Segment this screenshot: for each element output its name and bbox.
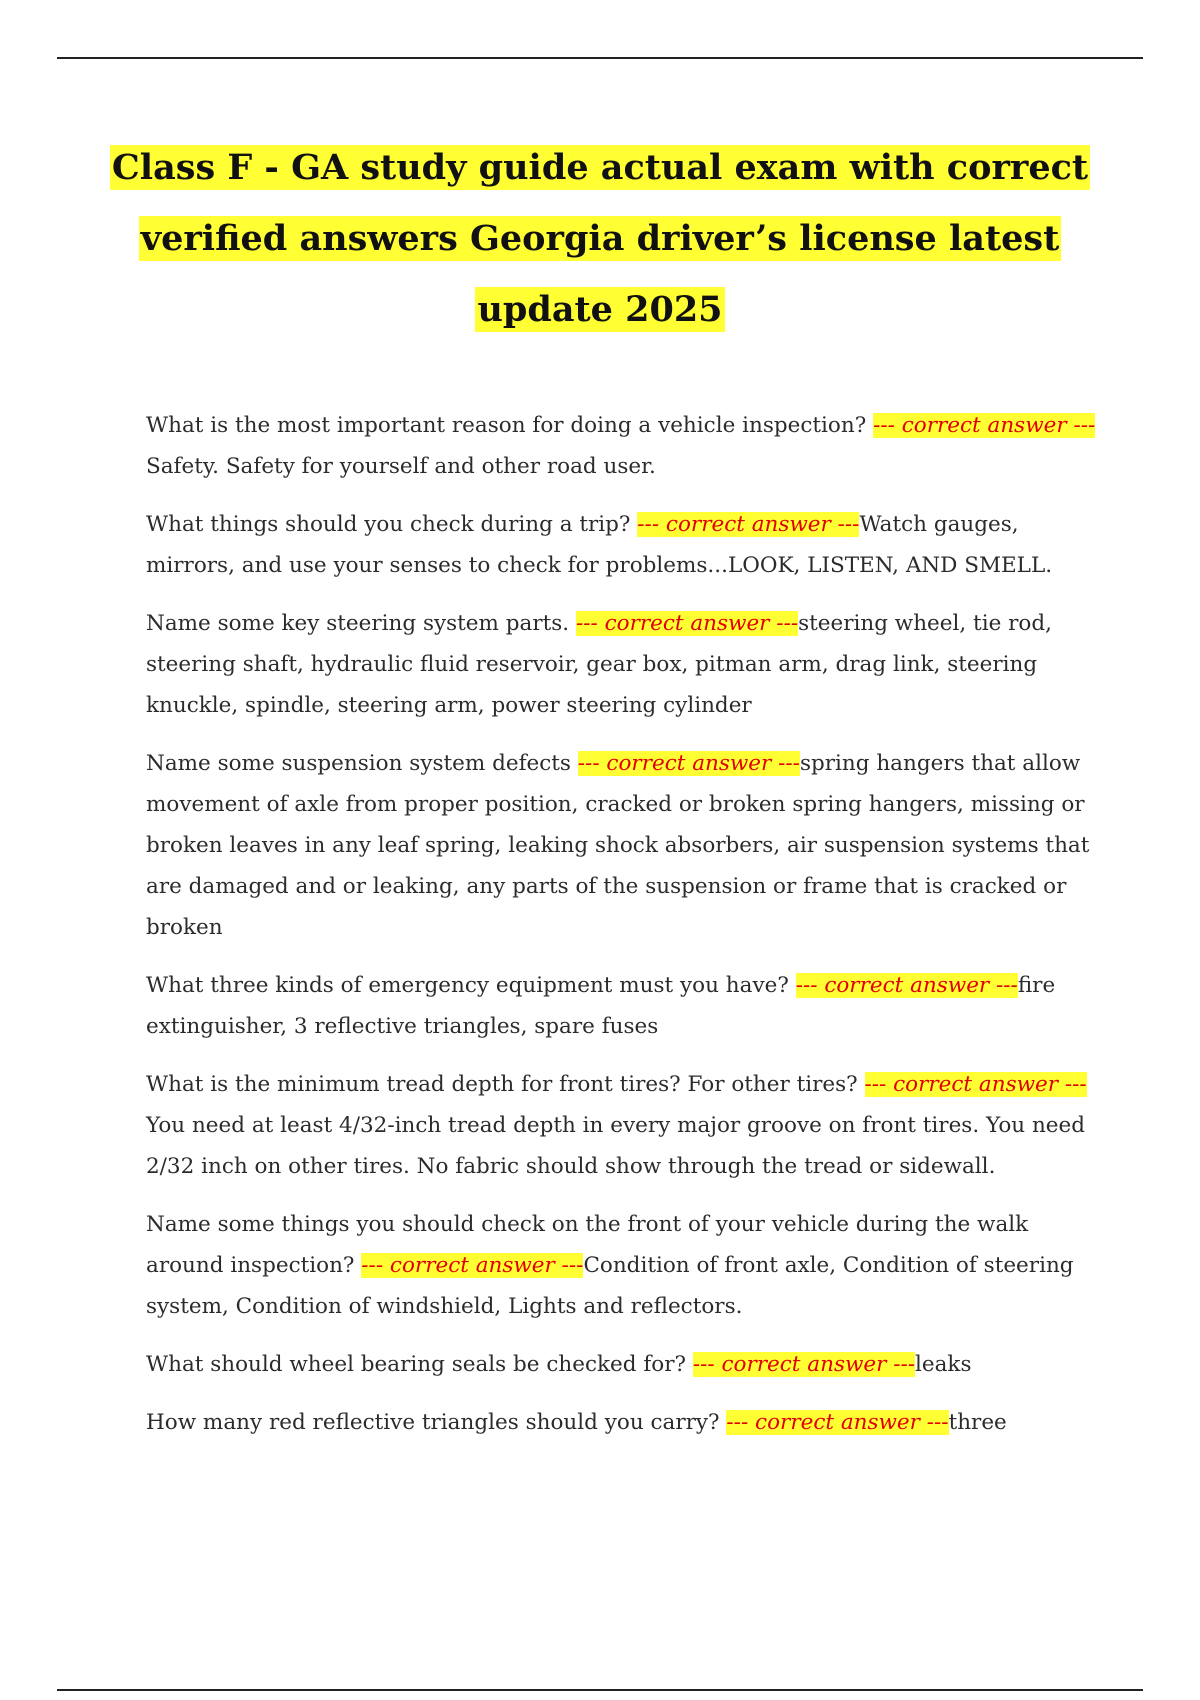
answer-marker: --- correct answer --- — [795, 973, 1018, 998]
answer-marker: --- correct answer --- — [726, 1410, 949, 1435]
answer-marker: --- correct answer --- — [692, 1352, 916, 1377]
answer-text: leaks — [915, 1352, 972, 1377]
question-text: Name some key steering system parts. — [146, 611, 576, 636]
answer-marker: --- correct answer --- — [575, 611, 799, 636]
answer-text: fire extinguisher, 3 reflective triangles, spare fuses — [146, 973, 1056, 1039]
answer-marker: --- correct answer --- — [577, 751, 800, 776]
qa-item — [146, 405, 1096, 487]
answer-text: Safety. Safety for yourself and other road user. — [146, 454, 656, 479]
answer-text: Watch gauges, mirrors, and use your senses to check for problems...LOOK, LISTEN, AND SMELL. — [146, 512, 1053, 578]
qa-item — [146, 1064, 1096, 1187]
qa-item — [146, 1204, 1096, 1327]
qa-item — [146, 1402, 1096, 1443]
answer-marker: --- correct answer --- — [361, 1253, 584, 1278]
question-text: What should wheel bearing seals be checked for? — [146, 1352, 693, 1377]
answer-marker: --- correct answer --- — [873, 413, 1096, 438]
answer-text: spring hangers that allow movement of axle from proper position, cracked or broken spring hangers, missing or broken leaves in any leaf spring, leaking shock absorbers, air suspension systems that are damaged and or leaking, any parts of the suspension or frame that is cracked or broken — [146, 751, 1090, 940]
answer-text: Condition of front axle, Condition of steering system, Condition of windshield, Lights and reflectors. — [146, 1253, 1074, 1319]
qa-list — [146, 405, 1096, 1460]
answer-marker: --- correct answer --- — [864, 1072, 1087, 1097]
answer-text: steering wheel, tie rod, steering shaft, hydraulic fluid reservoir, gear box, pitman arm, drag link, steering knuckle, spindle, steering arm, power steering cylinder — [146, 611, 1052, 718]
question-text: Name some things you should check on the front of your vehicle during the walk around inspection? — [146, 1212, 1029, 1278]
question-text: What is the minimum tread depth for front tires? For other tires? — [146, 1072, 865, 1097]
qa-item — [146, 1344, 1096, 1385]
header-rule — [57, 57, 1143, 59]
document-title — [100, 132, 1100, 345]
document-title-text: Class F - GA study guide actual exam with correct verified answers Georgia driver’s license latest update 2025 — [111, 147, 1089, 330]
answer-text: three — [948, 1410, 1007, 1435]
answer-text: You need at least 4/32-inch tread depth in every major groove on front tires. You need 2/32 inch on other tires. No fabric should show through the tread or sidewall. — [146, 1113, 1085, 1179]
question-text: What three kinds of emergency equipment must you have? — [146, 973, 796, 998]
qa-item — [146, 504, 1096, 586]
qa-item — [146, 965, 1096, 1047]
qa-item — [146, 743, 1096, 948]
footer-rule — [57, 1689, 1143, 1691]
question-text: What is the most important reason for doing a vehicle inspection? — [146, 413, 874, 438]
question-text: What things should you check during a trip? — [146, 512, 638, 537]
title-block — [100, 132, 1100, 345]
question-text: Name some suspension system defects — [146, 751, 578, 776]
answer-marker: --- correct answer --- — [637, 512, 860, 537]
qa-item — [146, 603, 1096, 726]
question-text: How many red reflective triangles should you carry? — [146, 1410, 727, 1435]
